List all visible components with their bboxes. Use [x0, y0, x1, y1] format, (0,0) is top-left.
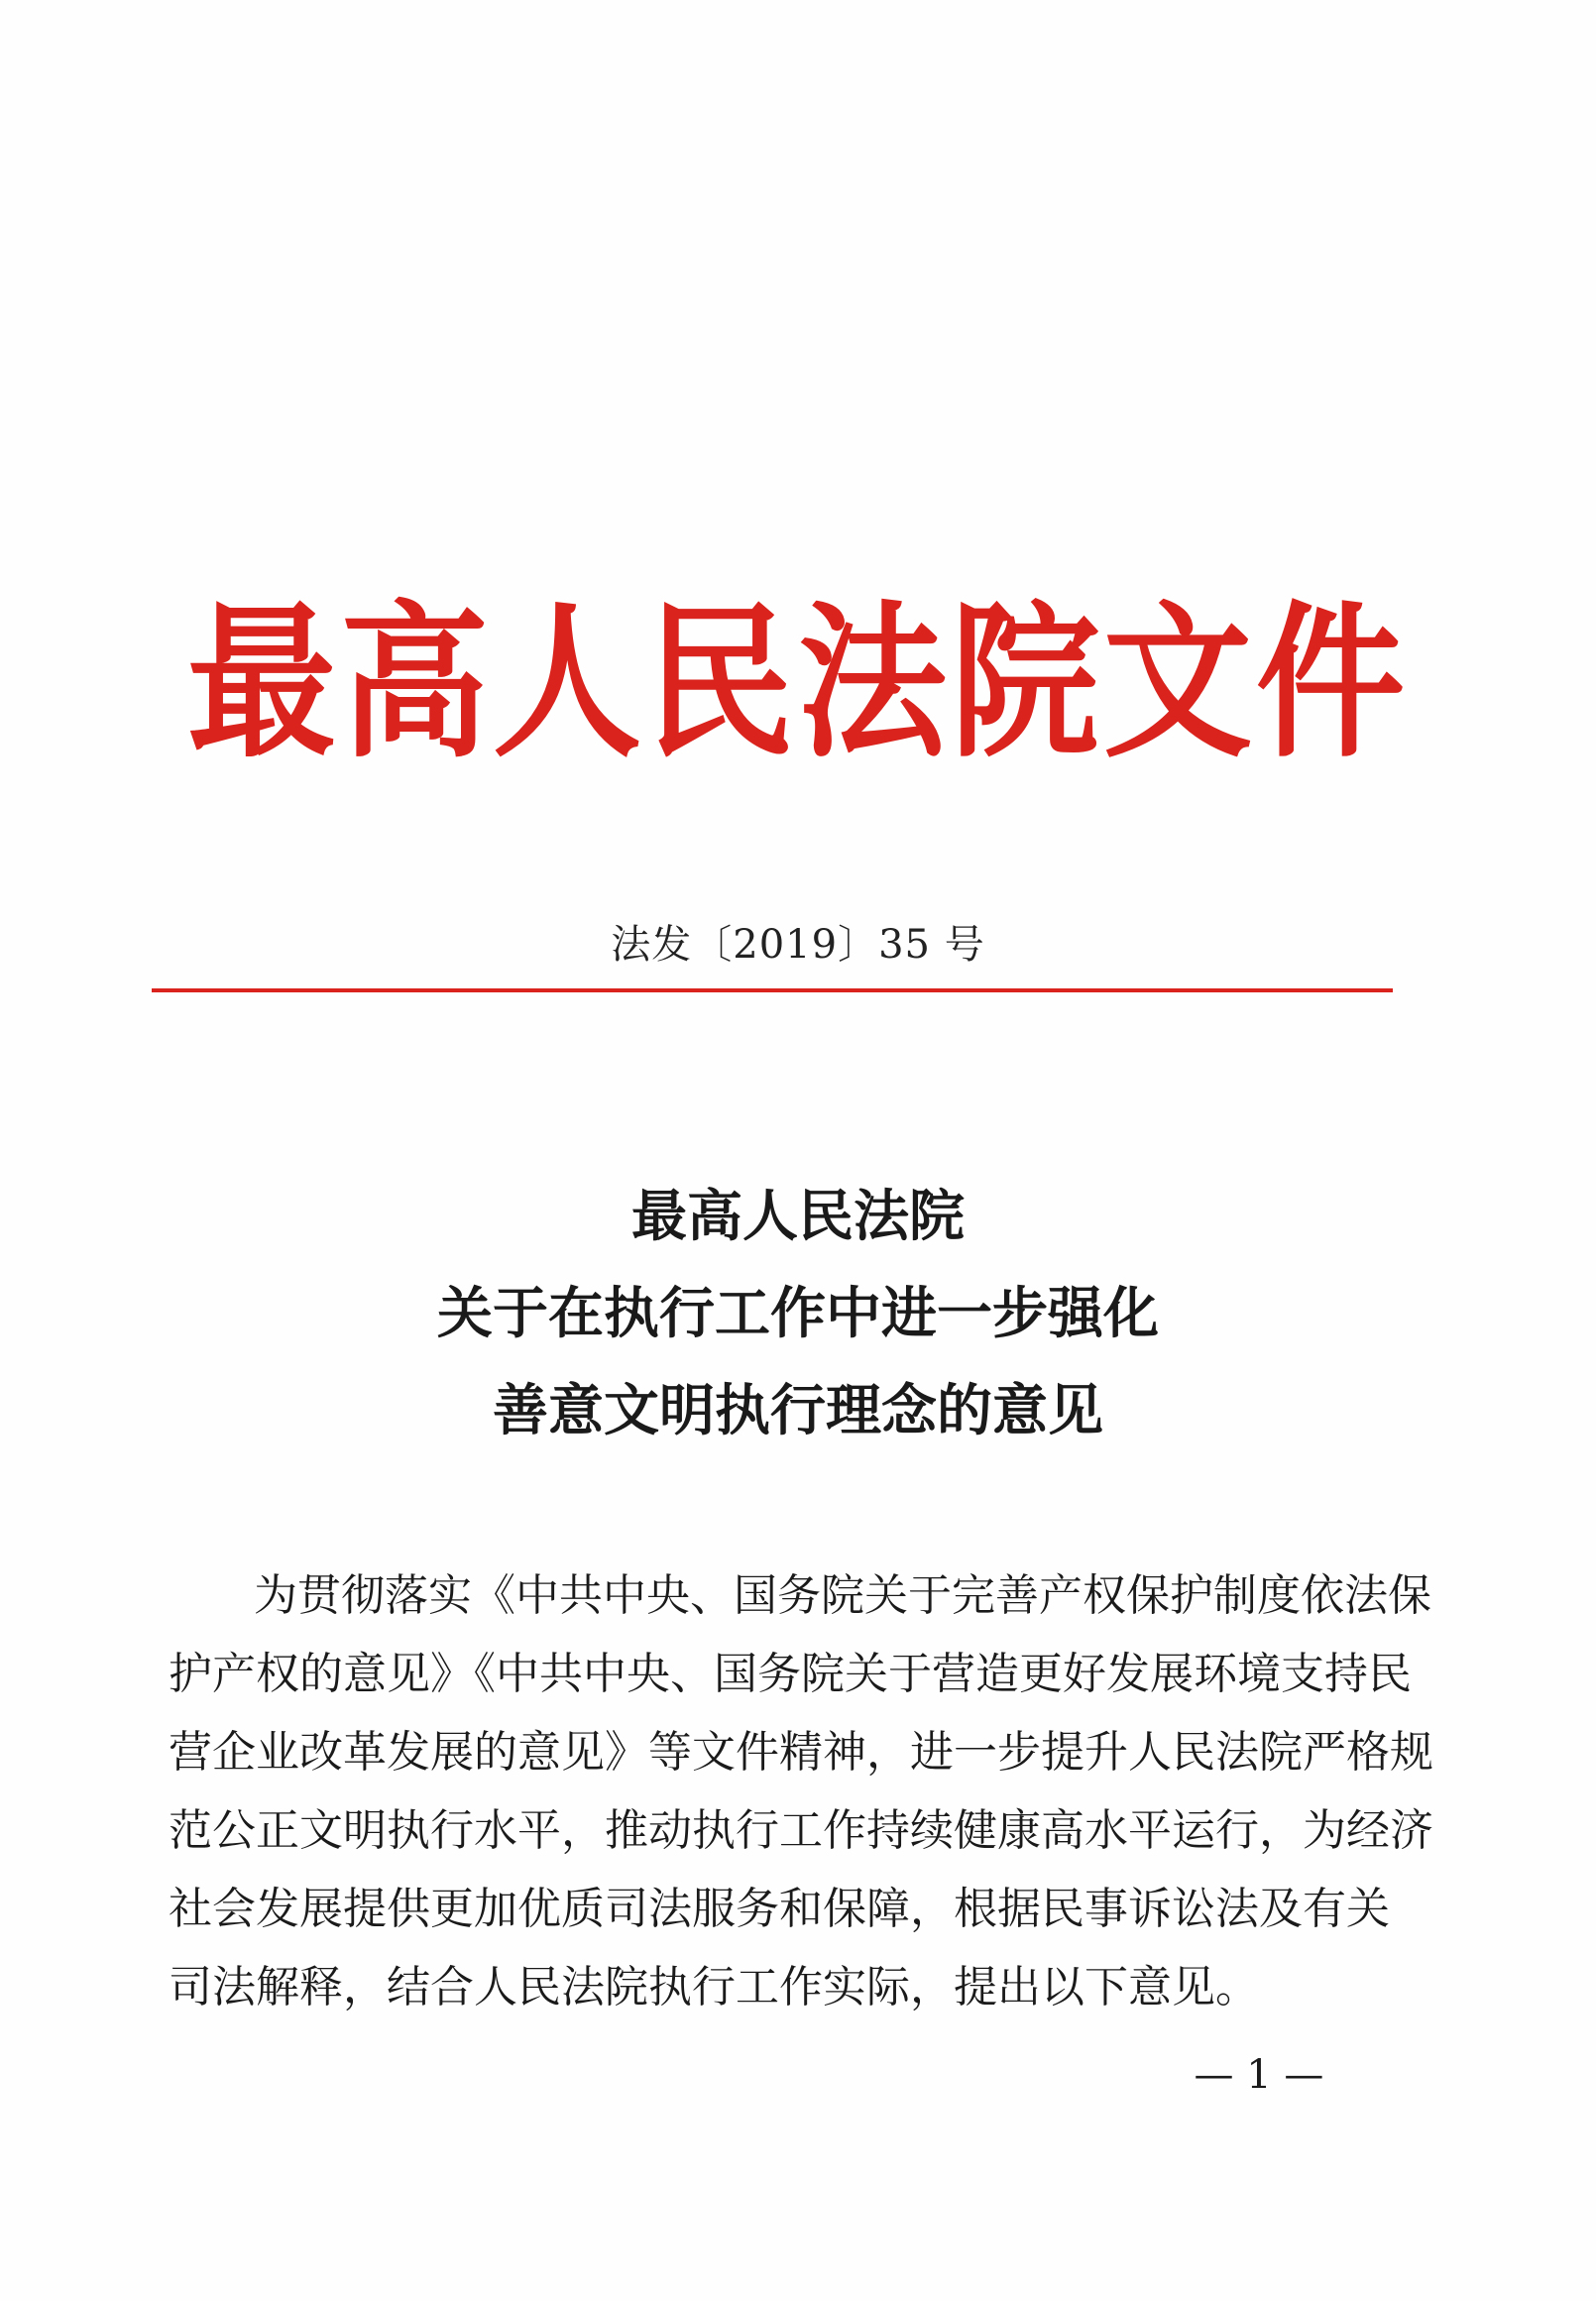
red-divider-line: [152, 988, 1393, 992]
title-line-2: 关于在执行工作中进一步强化: [437, 1281, 1159, 1346]
body-line-2: 护产权的意见》《中共中央、国务院关于营造更好发展环境支持民: [169, 1649, 1412, 1699]
body-line-6: 司法解释，结合人民法院执行工作实际，提出以下意见。: [169, 1962, 1259, 2013]
document-number: 法发〔2019〕35 号: [611, 922, 985, 968]
body-line-5: 社会发展提供更加优质司法服务和保障，根据民事诉讼法及有关: [169, 1884, 1390, 1934]
page-number: — 1 —: [1194, 2052, 1324, 2098]
body-paragraph: [169, 1556, 1433, 2026]
masthead-title: 最高人民法院文件: [186, 587, 1409, 781]
title-line-1: 最高人民法院: [631, 1184, 965, 1249]
title-line-3: 善意文明执行理念的意见: [493, 1378, 1103, 1443]
body-line-3: 营企业改革发展的意见》等文件精神，进一步提升人民法院严格规: [169, 1727, 1433, 1778]
body-line-4: 范公正文明执行水平，推动执行工作持续健康高水平运行，为经济: [169, 1805, 1433, 1856]
body-line-1: 为贯彻落实《中共中央、国务院关于完善产权保护制度依法保: [254, 1570, 1431, 1621]
document-title: [0, 1168, 1596, 1459]
